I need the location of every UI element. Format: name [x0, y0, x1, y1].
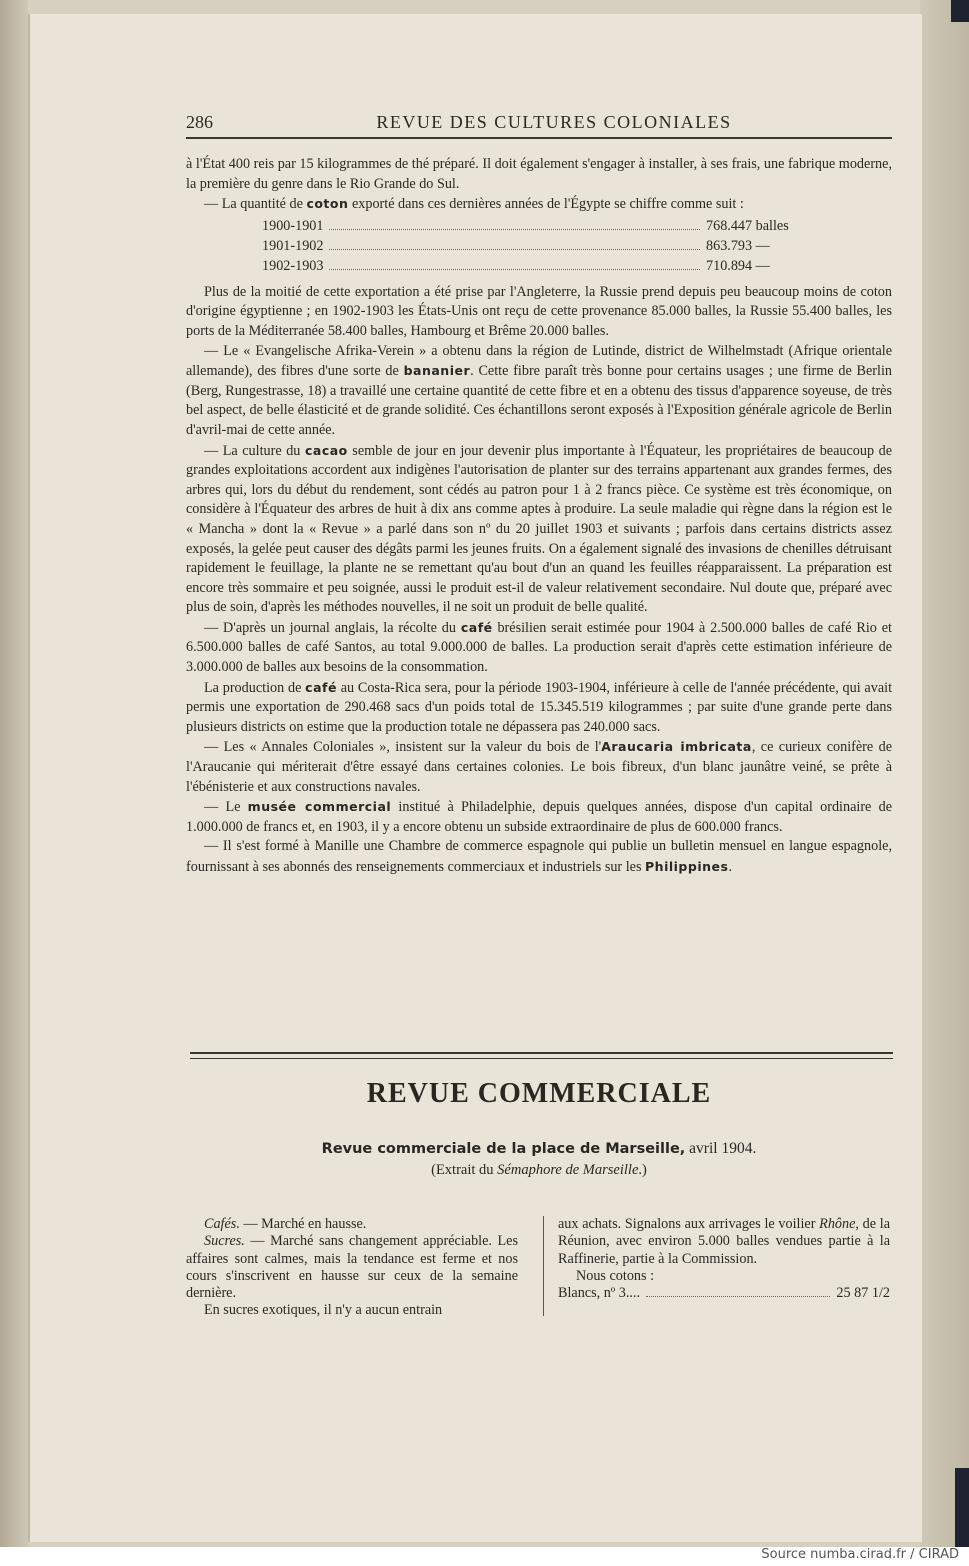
journal-title: REVUE DES CULTURES COLONIALES: [376, 112, 732, 132]
paragraph-manila: — Il s'est formé à Manille une Chambre de commerce espagnole qui publie un bulletin mensuel en langue espagnole, fournissant à ses abonnés des renseignements commerciaux et industriels sur les Philippines.: [186, 838, 892, 875]
book-spine: [0, 0, 28, 1547]
table-row: 1900-1901 768.447 balles: [262, 217, 789, 234]
paragraph-araucaria: — Les « Annales Coloniales », insistent sur la valeur du bois de l'Araucaria imbricata, ce curieux conifère de l'Araucanie qui mériterait d'être essayé dans certaines colonies. Le bois fibreux, d'un blanc jaunâtre veiné, se prête à l'ébénisterie et aux constructions navales.: [186, 739, 893, 795]
quotes-heading: Nous cotons :: [576, 1267, 655, 1284]
cafes-entry: Cafés. — Marché en hausse.: [204, 1216, 367, 1232]
section-source-note: (Extrait du Sémaphore de Marseille.): [431, 1162, 647, 1178]
paragraph-tea: à l'État 400 reis par 15 kilogrammes de thé préparé. Il doit également s'engager à installer, à ses frais, une fabrique moderne, la première du genre dans le Rio Grande do Sul.: [186, 156, 892, 192]
column-divider: [543, 1216, 544, 1316]
binding-tab-bottom: [955, 1468, 969, 1547]
commercial-column-right: [558, 1216, 890, 1302]
table-row: 1902-1903 710.894 —: [262, 257, 770, 274]
keyword-coffee: café: [305, 679, 337, 695]
keyword-museum: musée commercial: [247, 799, 392, 815]
book-edge: [920, 0, 969, 1547]
sucres-entry: Sucres. — Marché sans changement appréciable. Les affaires sont calmes, mais la tendance est ferme et nos cours s'inscrivent en hausse sur ceux de la semaine dernière.: [186, 1233, 518, 1302]
section-title: REVUE COMMERCIALE: [366, 1078, 712, 1109]
table-row: 1901-1902 863.793 —: [262, 237, 770, 254]
header-rule: [186, 137, 892, 139]
paragraph-banana: — Le « Evangelische Afrika-Verein » a obtenu dans la région de Lutinde, district de Wilhelmstadt (Afrique orientale allemande), des fibres d'une sorte de bananier. Cette fibre paraît très bonne pour certains usages ; une firme de Berlin (Berg, Rungestrasse, 18) a travaillé une certaine quantité de cette fibre et en a obtenu des tissus d'apparence soyeuse, de très bel aspect, de belle élasticité et de grande solidité. Ces échantillons seront exposés à l'Exposition générale agricole de Berlin d'avril-mai de cette année.: [186, 342, 892, 438]
commercial-column-left: [186, 1216, 518, 1320]
arrivals-entry: aux achats. Signalons aux arrivages le voilier Rhône, de la Réunion, avec environ 5.000 balles vendues partie à la Raffinerie, partie à la Commission.: [558, 1216, 890, 1267]
keyword-banana: bananier: [403, 363, 471, 379]
article-body: [186, 155, 892, 878]
keyword-philippines: Philippines: [645, 859, 729, 874]
paragraph-museum: — Le musée commercial institué à Philadelphie, depuis quelques années, dispose d'un capital ordinaire de 1.000.000 de francs et, en 1903, il y a encore obtenu un subside extraordinaire de plus de 600.000 francs.: [186, 799, 892, 835]
paragraph-cocoa: — La culture du cacao semble de jour en jour devenir plus importante à l'Équateur, les propriétaires de beaucoup de grandes exploitations accordent aux indigènes l'autorisation de planter sur des terrains appartenant aux grandes fermes, des arbres qui, lors du début du rendement, sont cédés au patron pour 1 à 2 francs pièce. Ce système est très économique, on considère à l'Équateur des arbres de huit à dix ans comme aptes à produire. La seule maladie qui règne dans la région est le « Mancha » dont la « Revue » a parlé dans son nº du 20 juillet 1903 et suivants ; parfois dans certains districts assez exposés, la gelée peut causer des dégâts parmi les jeunes fruits. On a également signalé des invasions de chenilles détruisant rapidement le feuillage, la plante ne se remettant qu'au bout d'un an quand les feuilles réapparaissent. La préparation est encore très sommaire et peu soignée, aussi le produit est-il de valeur relativement secondaire. Nul doute que, préparé avec plus de soin, d'après les méthodes nouvelles, il ne soit un produit de belle qualité.: [186, 442, 893, 616]
footer-bar: [0, 1547, 969, 1566]
paragraph-coffee-brazil: — D'après un journal anglais, la récolte du café brésilien serait estimée pour 1904 à 2.500.000 balles de café Rio et 6.500.000 balles de café Santos, au total 9.000.000 de balles. La production serait d'après cette estimation inférieure de 3.000.000 de balles aux besoins de la consommation.: [186, 619, 892, 676]
binding-tab-top: [951, 0, 969, 22]
exotic-sugar-entry: En sucres exotiques, il n'y a aucun entrain: [204, 1302, 443, 1319]
running-head: [186, 112, 892, 134]
keyword-cocoa: cacao: [304, 442, 348, 458]
keyword-araucaria: Araucaria imbricata: [601, 739, 752, 755]
keyword-cotton: coton: [306, 196, 349, 212]
section-divider: [190, 1052, 893, 1059]
keyword-coffee: café: [460, 619, 493, 635]
paragraph-cotton-destinations: Plus de la moitié de cette exportation a été prise par l'Angleterre, la Russie prend depuis peu beaucoup moins de coton d'origine égyptienne ; en 1902-1903 les États-Unis ont reçu de cette provenance 85.000 balles, la Russie 55.400 balles, les ports de la Méditerranée 58.400 balles, Hambourg et Brême 20.000 balles.: [186, 283, 892, 339]
paragraph-coffee-costa-rica: La production de café au Costa-Rica sera, pour la période 1903-1904, inférieure à celle de l'année précédente, qui avait permis une exportation de 290.468 sacs d'un poids total de 15.345.519 kilogrammes ; par suite d'une grande perte dans plusieurs districts on estime que la production totale ne dépassera pas 240.000 sacs.: [186, 679, 893, 735]
price-row: Blancs, nº 3.... 25 87 1/2: [558, 1285, 890, 1302]
page-number: 286: [186, 112, 213, 132]
paragraph-cotton: — La quantité de coton exporté dans ces dernières années de l'Égypte se chiffre comme suit :: [204, 196, 744, 213]
cotton-export-table: [262, 217, 822, 277]
source-credit: Source numba.cirad.fr / CIRAD: [761, 1547, 959, 1562]
section-subtitle: Revue commerciale de la place de Marseille, avril 1904.: [321, 1140, 757, 1157]
